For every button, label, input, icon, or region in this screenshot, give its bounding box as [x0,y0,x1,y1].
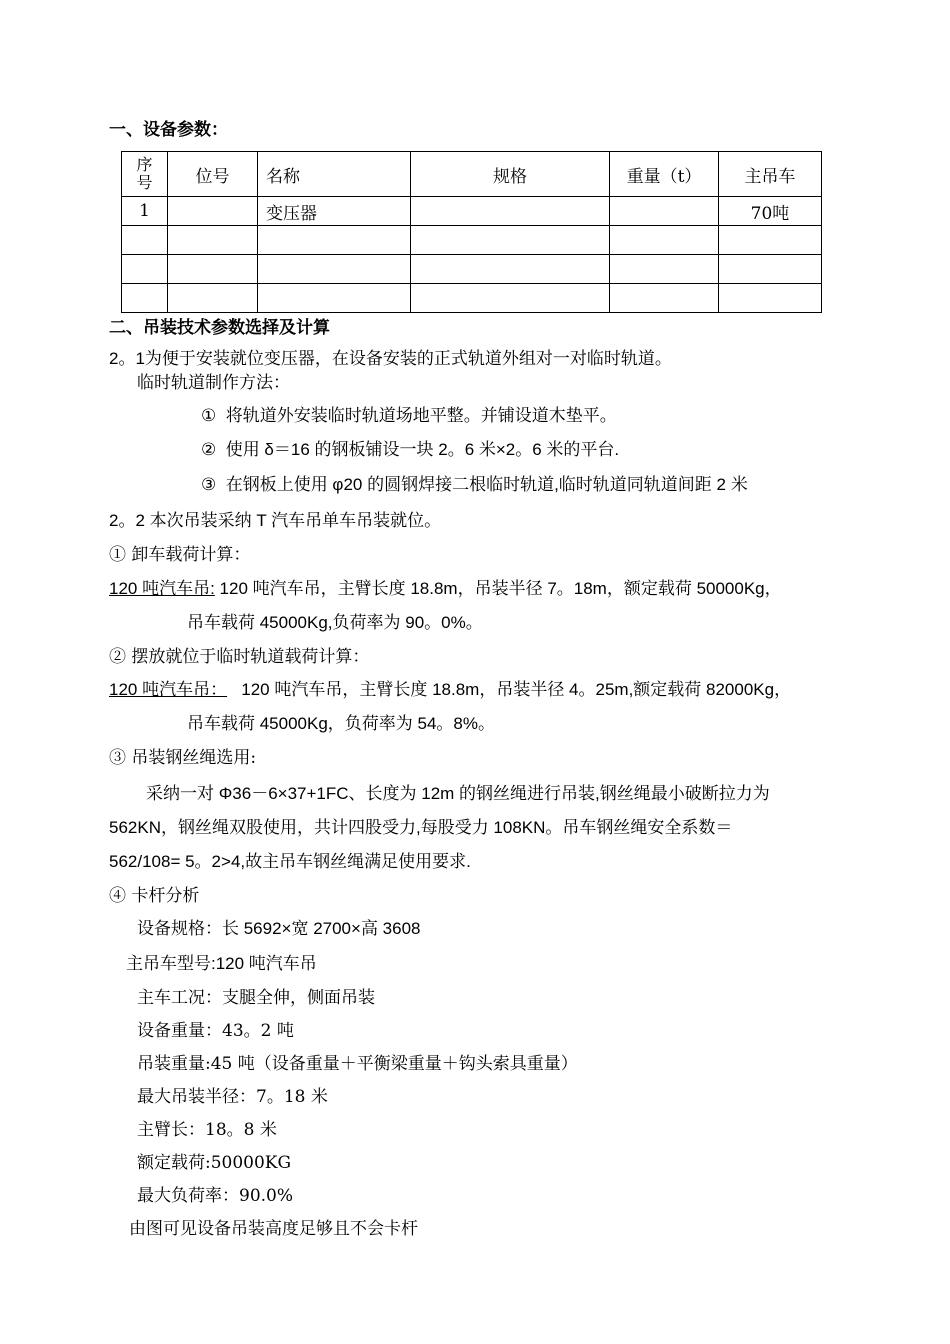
header-tag: 位号 [168,152,258,197]
cell-spec [411,197,610,226]
crane-condition: 主车工况：支腿全伸，侧面吊装 [137,988,375,1008]
section-1-title: 一、设备参数： [109,120,228,140]
item-1-label: 120 吨汽车吊: [109,579,215,598]
equipment-spec: 设备规格：长 5692×宽 2700×高 3608 [137,919,421,938]
item-1-line-1 [109,579,782,599]
section-2-title: 二、吊装技术参数选择及计算 [109,318,330,338]
header-crane: 主吊车 [719,152,822,197]
cell-spec [411,255,610,284]
item-2-label: 120 吨汽车吊： [109,680,228,699]
item-4-title: ④ 卡杆分析 [109,886,200,906]
step-3-mark: ③ [201,475,217,494]
table-header-row [122,152,822,197]
step-2 [201,440,619,460]
paragraph-2-2-number: 2。2 [109,511,145,530]
cell-name [258,226,411,255]
table-row [122,255,822,284]
item-2-line-1-text: 120 吨汽车吊，主臂长度 18.8m，吊装半径 4。25m,额定载荷 82000Kg， [241,680,792,699]
header-seq: 序号 [122,152,168,197]
method-title: 临时轨道制作方法： [137,373,290,393]
equipment-parameters-table [121,151,822,313]
paragraph-2-1-number: 2。1 [109,349,145,368]
rated-load: 额定载荷:50000KG [137,1153,292,1173]
item-2-title: ② 摆放就位于临时轨道载荷计算： [109,647,370,667]
equipment-weight: 设备重量：43。2 吨 [137,1021,294,1041]
cell-name: 变压器 [258,197,411,226]
cell-tag [168,226,258,255]
cell-crane [719,226,822,255]
cell-weight [610,255,719,284]
table-row [122,226,822,255]
item-2-line-1 [109,680,791,700]
paragraph-2-2 [109,511,441,531]
header-spec: 规格 [411,152,610,197]
max-load-rate: 最大负荷率：90.0% [137,1186,294,1206]
step-2-text: 使用 δ＝16 的钢板铺设一块 2。6 米×2。6 米的平台. [225,440,620,459]
cell-name [258,255,411,284]
max-lifting-radius: 最大吊装半径：7。18 米 [137,1087,328,1107]
item-1-title: ① 卸车载荷计算： [109,545,251,565]
cell-name [258,284,411,313]
step-1-text: 将轨道外安装临时轨道场地平整。并铺设道木垫平。 [225,406,617,425]
item-3-line-3: 562/108= 5。2>4,故主吊车钢丝绳满足使用要求. [109,852,471,871]
item-2-line-2: 吊车载荷 45000Kg，负荷率为 54。8%。 [187,714,495,733]
cell-tag [168,284,258,313]
lifting-weight: 吊装重量:45 吨（设备重量＋平衡梁重量＋钩头索具重量） [137,1054,578,1074]
cell-weight [610,284,719,313]
table-row [122,197,822,226]
item-3-title: ③ 吊装钢丝绳选用: [109,748,257,768]
step-1 [201,406,617,426]
cell-crane [719,255,822,284]
cell-tag [168,255,258,284]
step-2-mark: ② [201,440,217,459]
paragraph-2-1 [109,349,672,369]
cell-weight [610,197,719,226]
cell-crane: 70吨 [719,197,822,226]
paragraph-2-2-text: 本次吊装采纳 T 汽车吊单车吊装就位。 [149,511,442,530]
header-weight: 重量（t） [610,152,719,197]
paragraph-2-1-text: 为便于安装就位变压器，在设备安装的正式轨道外组对一对临时轨道。 [144,349,672,369]
item-3-line-2: 562KN，钢丝绳双股使用，共计四股受力,每股受力 108KN。吊车钢丝绳安全系数＝ [109,818,733,837]
step-3 [201,475,748,495]
cell-weight [610,226,719,255]
header-name: 名称 [258,152,411,197]
conclusion: 由图可见设备吊装高度足够且不会卡杆 [129,1219,418,1239]
table-row [122,284,822,313]
cell-tag [168,197,258,226]
item-3-line-1: 采纳一对 Φ36－6×37+1FC、长度为 12m 的钢丝绳进行吊装,钢丝绳最小破断拉力为 [146,784,770,803]
boom-length: 主臂长：18。8 米 [137,1120,277,1140]
cell-seq [122,226,168,255]
cell-spec [411,226,610,255]
cell-seq: 1 [122,197,168,226]
cell-crane [719,284,822,313]
item-1-line-1-text: 120 吨汽车吊，主臂长度 18.8m，吊装半径 7。18m，额定载荷 50000Kg， [214,579,782,598]
item-1-line-2: 吊车载荷 45000Kg,负荷率为 90。0%。 [187,613,483,632]
step-3-text: 在钢板上使用 φ20 的圆钢焊接二根临时轨道,临时轨道同轨道间距 2 米 [225,475,748,494]
cell-seq [122,255,168,284]
step-1-mark: ① [201,406,217,425]
crane-model: 主吊车型号:120 吨汽车吊 [126,954,317,973]
cell-spec [411,284,610,313]
cell-seq [122,284,168,313]
